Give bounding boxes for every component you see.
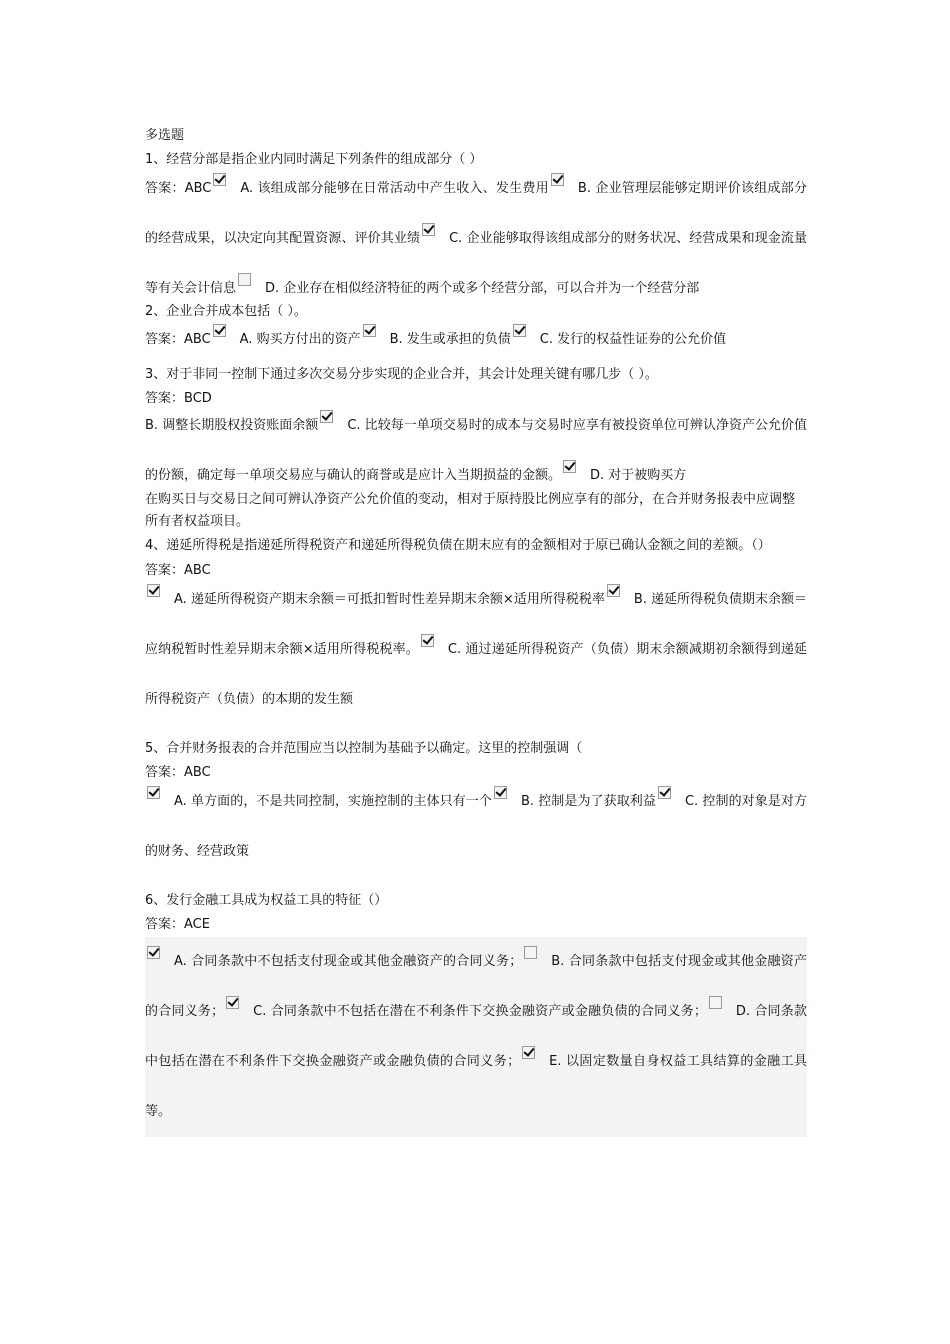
question-6-option-e: E. 以固定数量自身权益工具结算的金融工具等。 [145,1054,807,1119]
checkbox-checked-icon[interactable] [551,173,564,186]
question-6-option-d: D. 合同条款中包括在潜在不利条件下交换金融资产或金融负债的合同义务； [145,1004,807,1069]
question-6-option-a: A. 合同条款中不包括支付现金或其他金融资产的合同义务； [174,954,523,969]
question-1-option-d: D. 企业存在相似经济特征的两个或多个经营分部，可以合并为一个经营分部 [265,281,700,296]
question-3-option-d: D. 对于被购买方 [590,468,687,483]
question-3-stem: 3、对于非同一控制下通过多次交易分步实现的企业合并，其会计处理关键有哪几步（ ）。 [145,367,658,382]
question-4-options [145,575,807,725]
question-2-option-a: A. 购买方付出的资产 [239,332,361,347]
question-3-option-b: B. 调整长期股权投资账面余额 [145,418,319,433]
question-6-option-c: C. 合同条款中不包括在潜在不利条件下交换金融资产或金融负债的合同义务； [253,1004,707,1019]
question-2-option-c: C. 发行的权益性证券的公允价值 [539,332,727,347]
question-6-option-b: B. 合同条款中包括支付现金或其他金融资产的合同义务； [145,954,808,1019]
question-1-answer: 答案：ABC [145,181,212,196]
checkbox-checked-icon[interactable] [607,584,620,597]
section-heading: 多选题 [145,128,185,143]
checkbox-unchecked-icon[interactable] [238,273,251,286]
question-5-options [145,777,807,877]
checkbox-checked-icon[interactable] [513,324,526,337]
checkbox-checked-icon[interactable] [226,996,239,1009]
checkbox-checked-icon[interactable] [421,634,434,647]
question-1-option-c: C. 企业能够取得该组成部分的财务状况、经营成果和现金流量等有关会计信息 [145,231,807,296]
checkbox-checked-icon[interactable] [320,410,333,423]
question-4-stem: 4、递延所得税是指递延所得税资产和递延所得税负债在期末应有的金额相对于原已确认金额之间的差额。（） [145,538,771,553]
checkbox-checked-icon[interactable] [494,786,507,799]
question-5-option-a: A. 单方面的，不是共同控制，实施控制的主体只有一个 [174,794,492,809]
checkbox-checked-icon[interactable] [422,223,435,236]
question-5-answer: 答案：ABC [145,765,211,780]
question-5-option-b: B. 控制是为了获取利益 [520,794,656,809]
checkbox-checked-icon[interactable] [522,1046,535,1059]
question-2-stem: 2、企业合并成本包括（ ）。 [145,304,307,319]
question-3-options [145,401,807,501]
checkbox-unchecked-icon[interactable] [524,946,537,959]
question-3-option-d-continued: 在购买日与交易日之间可辨认净资产公允价值的变动，相对于原持股比例应享有的部分，在合并财务报表中应调整所有者权益项目。 [145,492,796,529]
question-5-option-c: C. 控制的对象是对方的财务、经营政策 [145,794,807,859]
question-6-answer: 答案：ACE [145,917,210,932]
question-3-option-c: C. 比较每一单项交易时的成本与交易时应享有被投资单位可辨认净资产公允价值的份额，确定每一单项交易应与确认的商誉或是应计入当期损益的金额。 [145,418,808,483]
checkbox-checked-icon[interactable] [363,324,376,337]
checkbox-checked-icon[interactable] [147,946,160,959]
question-4-option-c: C. 通过递延所得税资产（负债）期末余额减期初余额得到递延所得税资产（负债）的本期的发生额 [145,642,807,707]
question-2-options [145,324,807,355]
question-1-option-b: B. 企业管理层能够定期评价该组成部分的经营成果，以决定向其配置资源、评价其业绩 [145,181,807,246]
checkbox-checked-icon[interactable] [213,173,226,186]
checkbox-checked-icon[interactable] [658,786,671,799]
checkbox-checked-icon[interactable] [147,584,160,597]
checkbox-unchecked-icon[interactable] [709,996,722,1009]
checkbox-checked-icon[interactable] [563,460,576,473]
question-6-stem: 6、发行金融工具成为权益工具的特征（） [145,893,388,908]
question-6-options [145,937,807,1137]
question-4-option-a: A. 递延所得税资产期末余额＝可抵扣暂时性差异期末余额×适用所得税税率 [174,592,605,607]
question-2-option-b: B. 发生或承担的负债 [389,332,511,347]
question-2-answer: 答案：ABC [145,332,211,347]
checkbox-checked-icon[interactable] [213,324,226,337]
question-1-stem: 1、经营分部是指企业内同时满足下列条件的组成部分（ ） [145,152,483,167]
question-list [145,126,807,1137]
question-5-stem: 5、合并财务报表的合并范围应当以控制为基础予以确定。这里的控制强调（ [145,741,583,756]
question-3-answer: 答案：BCD [145,391,212,406]
question-4-answer: 答案：ABC [145,563,211,578]
question-1-options [145,164,807,314]
checkbox-checked-icon[interactable] [147,786,160,799]
question-1-option-a: A. 该组成部分能够在日常活动中产生收入、发生费用 [240,181,549,196]
question-4-option-b: B. 递延所得税负债期末余额＝应纳税暂时性差异期末余额×适用所得税税率。 [145,592,808,657]
